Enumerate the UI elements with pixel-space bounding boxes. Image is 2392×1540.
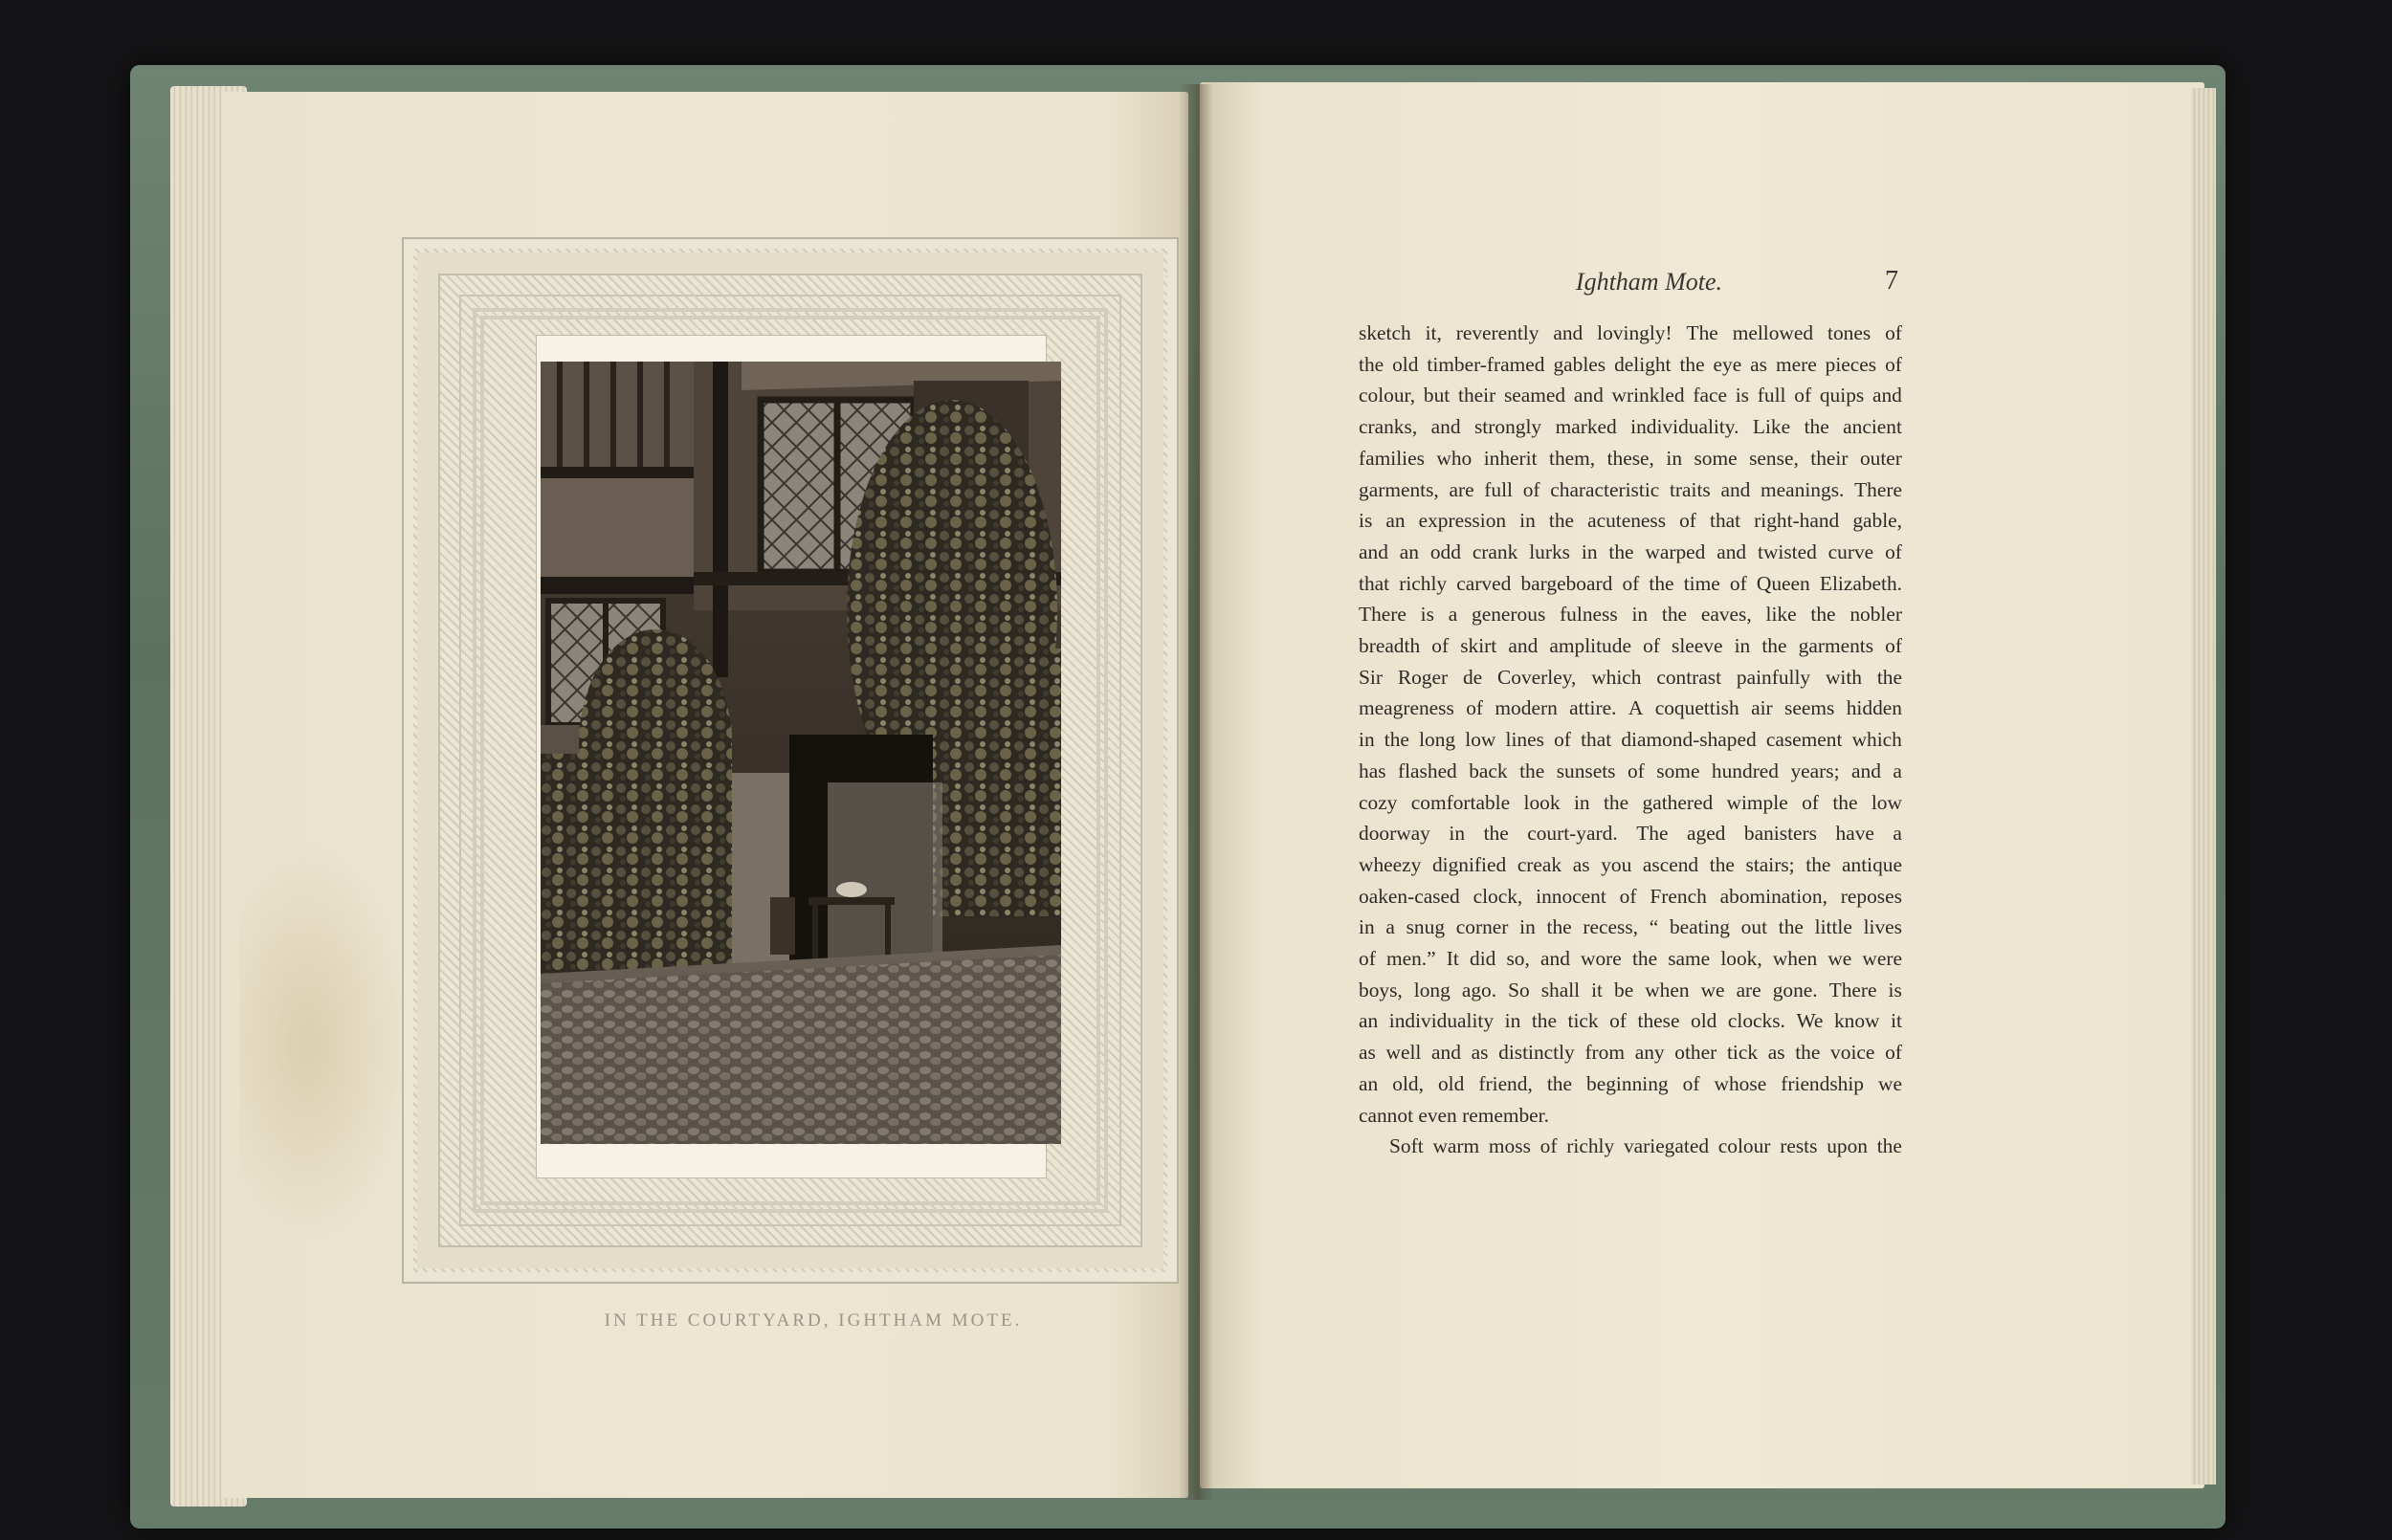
text-line: the old timber-framed gables delight the eye as mere pieces of [1359,352,1902,376]
text-line: Soft warm moss of richly variegated colour rests upon the [1389,1134,1902,1158]
text-line: in the long low lines of that diamond-shaped casement which [1359,728,1902,752]
text-line: of men.” It did so, and wore the same look, when we were [1359,947,1902,971]
text-line: as well and as distinctly from any other tick as the voice of [1359,1041,1902,1065]
text-line: has flashed back the sunsets of some hundred years; and a [1359,759,1902,782]
right-page-edges [2191,88,2216,1485]
page-body-text [1359,318,1902,1162]
text-line: oaken-cased clock, innocent of French abomination, reposes [1359,884,1902,908]
text-line: cranks, and strongly marked individuality. Like the ancient [1359,415,1902,439]
text-line: and an odd crank lurks in the warped and twisted curve of [1359,539,1902,563]
text-line: garments, are full of characteristic traits and meanings. There [1359,477,1902,501]
text-line: boys, long ago. So shall it be when we are gone. There is [1359,978,1902,1001]
text-line: that richly carved bargeboard of the time of Queen Elizabeth. [1359,571,1902,595]
plate-caption: IN THE COURTYARD, IGHTHAM MOTE. [604,1310,1023,1331]
running-head: Ightham Mote. [1575,268,1722,296]
text-line: is an expression in the acuteness of that right-hand gable, [1359,509,1902,533]
text-line: There is a generous fulness in the eaves, like the nobler [1359,603,1902,627]
text-line: breadth of skirt and amplitude of sleeve in the garments of [1359,634,1902,658]
text-line: Sir Roger de Coverley, which contrast painfully with the [1359,665,1902,689]
book-gutter [1179,84,1213,1500]
courtyard-photo-illustration [541,362,1061,1144]
text-line: cannot even remember. [1359,1103,1549,1127]
text-line: wheezy dignified creak as you ascend the stairs; the antique [1359,852,1902,876]
text-line: an old, old friend, the beginning of whose friendship we [1359,1071,1902,1095]
courtyard-photograph [541,362,1061,1144]
text-line: doorway in the court-yard. The aged banisters have a [1359,822,1902,846]
foxing-stain [239,842,411,1243]
text-line: colour, but their seamed and wrinkled face is full of quips and [1359,384,1902,407]
text-line: meagreness of modern attire. A coquettish air seems hidden [1359,696,1902,720]
text-line: cozy comfortable look in the gathered wimple of the low [1359,790,1902,814]
page-number: 7 [1885,266,1898,296]
text-line: families who inherit them, these, in some sense, their outer [1359,446,1902,470]
text-line: sketch it, reverently and lovingly! The mellowed tones of [1359,321,1902,344]
text-line: in a snug corner in the recess, “ beating out the little lives [1359,915,1902,939]
text-line: an individuality in the tick of these old clocks. We know it [1359,1009,1902,1033]
